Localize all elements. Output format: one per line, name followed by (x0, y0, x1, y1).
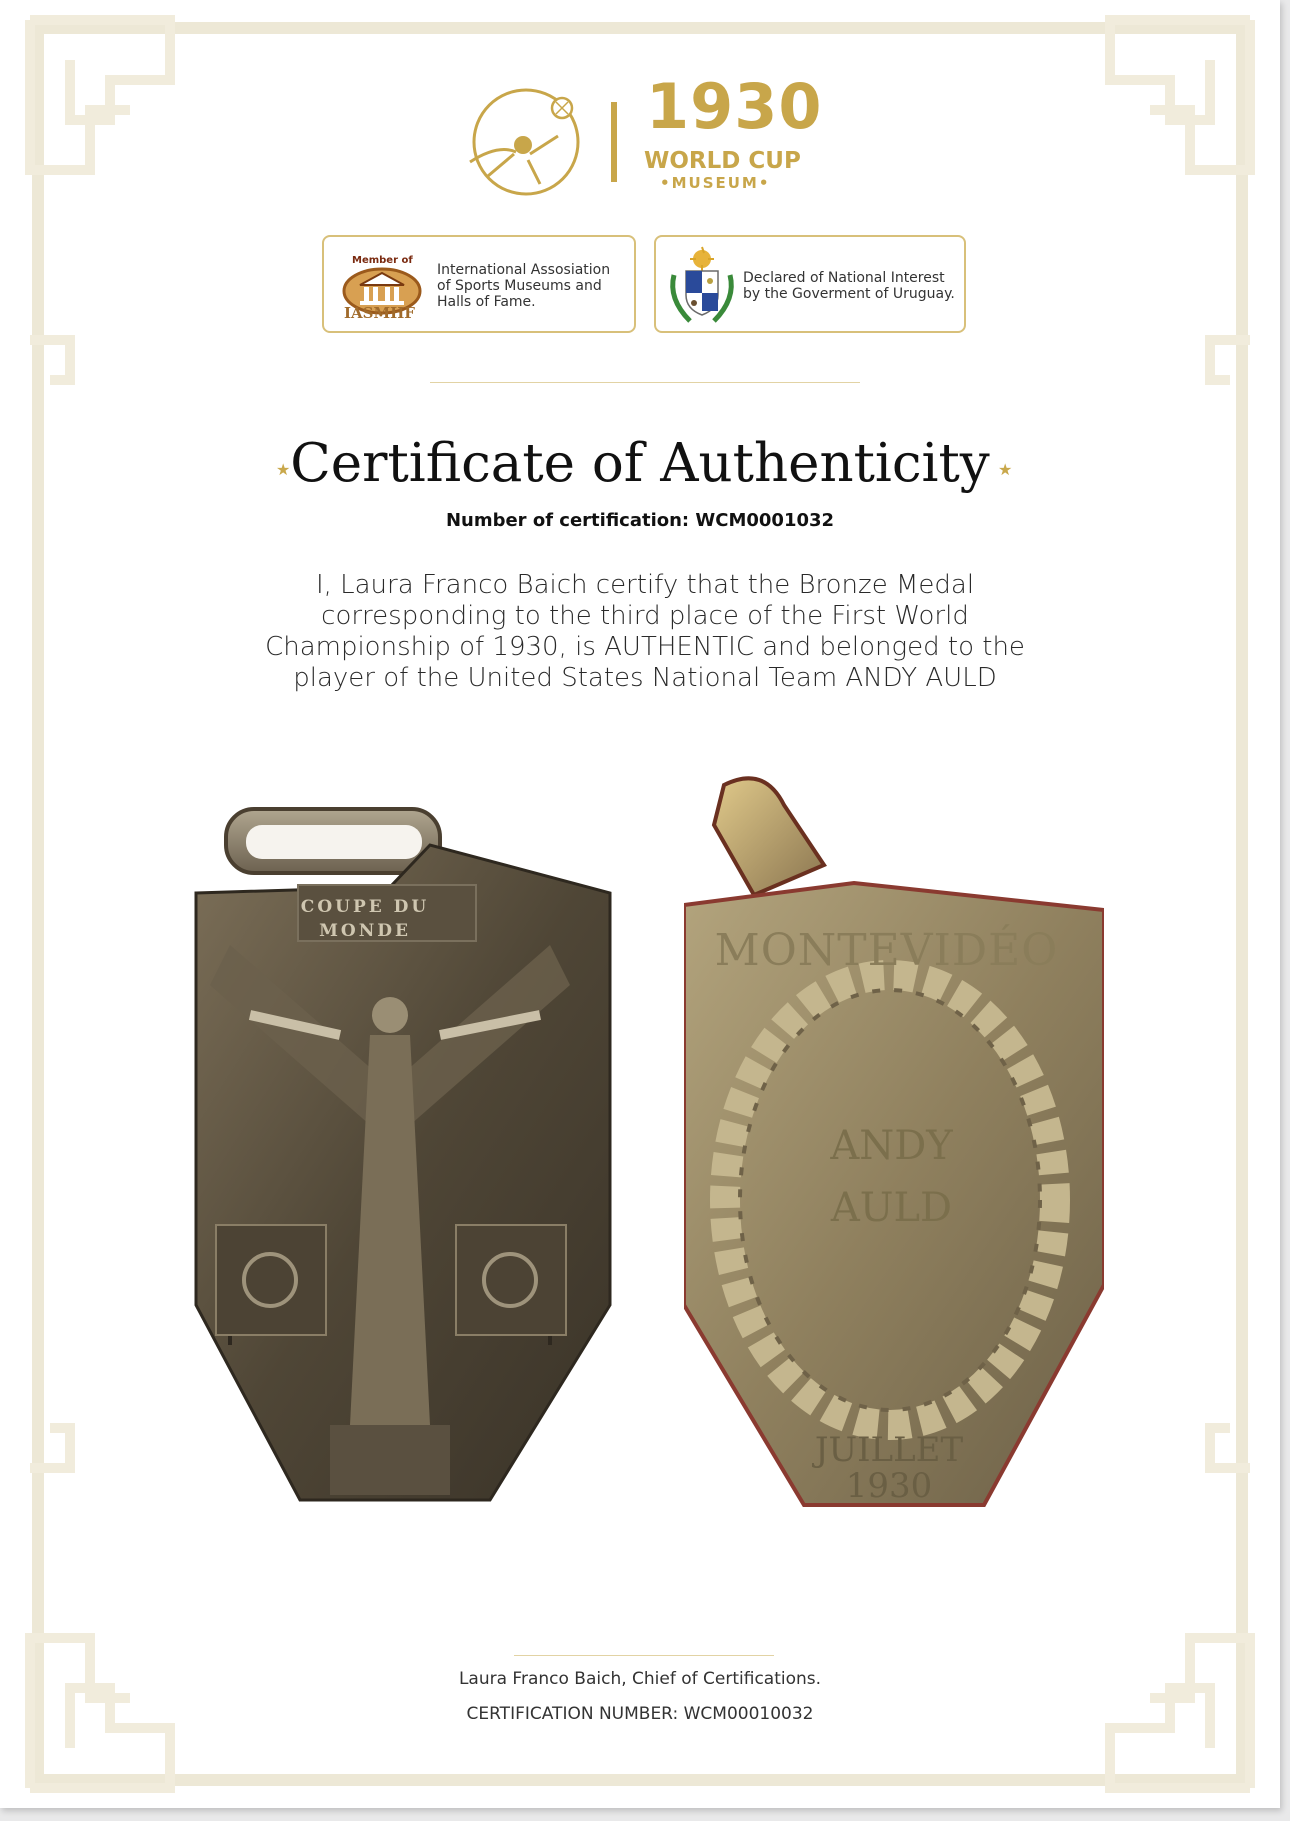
uruguay-badge (654, 235, 966, 333)
iasmhf-member-label: Member of (352, 255, 413, 266)
uruguay-coat-of-arms-icon (664, 245, 740, 327)
medal-back-date: JUILLET 1930 (814, 1430, 964, 1506)
logo-world-cup: WORLD CUP (644, 148, 801, 174)
medal-front-image (190, 805, 630, 1520)
medal-back-image (684, 765, 1104, 1520)
certification-statement: I, Laura Franco Baich certify that the Bronze Medal corresponding to the third place of the First World Championship of 1930, is AUTHENTIC and belonged to the player of the United States National Team ANDY AULD (265, 570, 1025, 693)
star-icon: ★ (276, 462, 291, 479)
footer-certification-number: CERTIFICATION NUMBER: WCM00010032 (466, 1704, 814, 1724)
signature-line: Laura Franco Baich, Chief of Certifications. (458, 1669, 822, 1689)
medal-back-player-name: ANDY AULD (830, 1123, 953, 1231)
star-icon: ★ (998, 462, 1013, 479)
museum-logo (468, 70, 823, 200)
football-player-logo-icon (468, 84, 638, 200)
certification-number-line: Number of certification: WCM0001032 (445, 510, 835, 531)
iasmhf-badge (322, 235, 636, 333)
logo-museum: •MUSEUM• (660, 174, 771, 192)
bottom-separator (514, 1655, 774, 1656)
logo-year: 1930 (646, 70, 823, 143)
top-separator (430, 382, 860, 383)
medal-front-inscription: COUPE DU MONDE (300, 897, 430, 941)
medal-back-city: MONTEVIDÉO (714, 925, 1059, 976)
certificate-title: Certificate of Authenticity (290, 433, 990, 494)
uruguay-text: Declared of National Interest by the Goverment of Uruguay. (743, 270, 955, 302)
iasmhf-acronym: IASMHF (344, 304, 415, 322)
iasmhf-text: International Assosiation of Sports Museums and Halls of Fame. (437, 262, 611, 310)
